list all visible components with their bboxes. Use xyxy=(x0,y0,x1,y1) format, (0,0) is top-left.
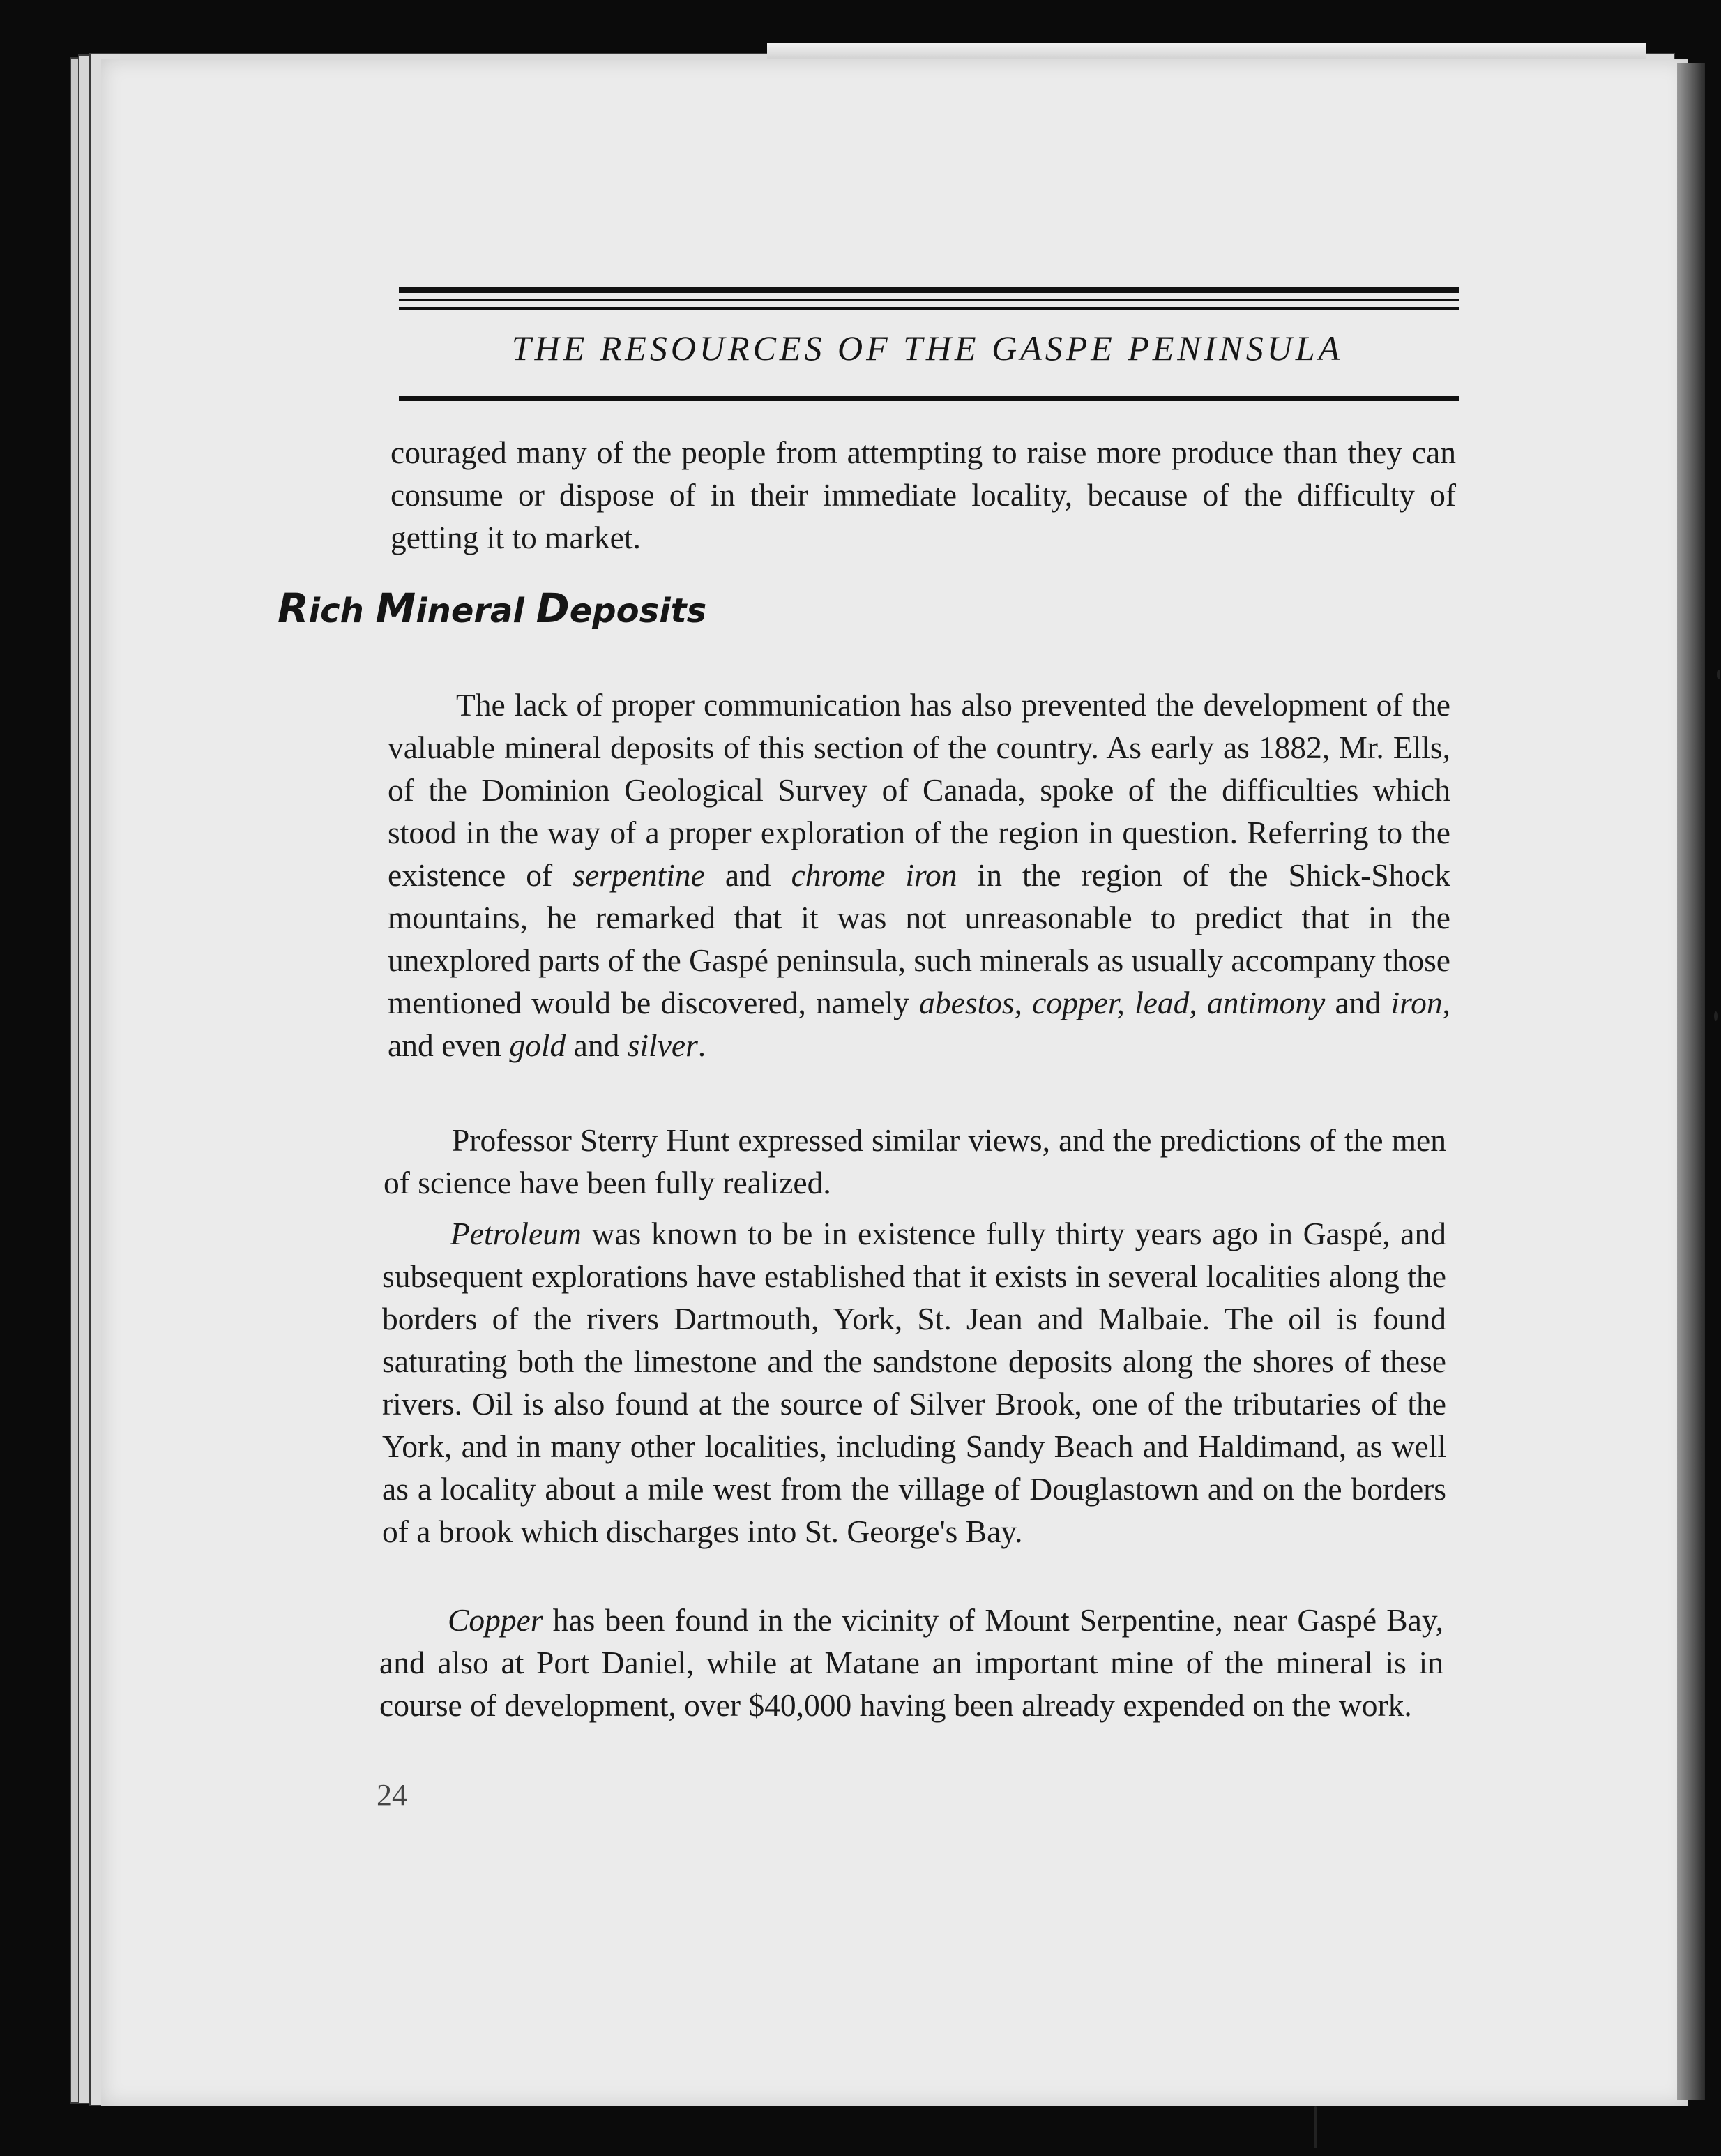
scan-speck xyxy=(1717,670,1720,679)
p1-text-b: and xyxy=(704,857,791,893)
p1-text-e: , and even xyxy=(388,985,1450,1063)
continued-paragraph: couraged many of the people from attempting to raise more produce than they can consume or dispose of in their immediate locality, because of the difficulty of getting it to market. xyxy=(391,435,1456,555)
page-spine-shadow xyxy=(1677,63,1705,2100)
p1-text-f: and xyxy=(566,1027,628,1063)
header-rule-top-2 xyxy=(399,299,1459,301)
scan-speck xyxy=(1314,2106,1317,2148)
p1-text-d: and xyxy=(1325,985,1391,1020)
paragraph-mineral-survey xyxy=(388,684,1450,1066)
paragraph-petroleum xyxy=(382,1212,1446,1553)
heading-rest-d: eposits xyxy=(569,591,707,631)
heading-initial-m: M xyxy=(375,585,416,632)
p1-serpentine: serpentine xyxy=(573,857,705,893)
p1-silver: silver xyxy=(627,1027,698,1063)
p1-chrome-iron: chrome iron xyxy=(791,857,957,893)
page-number: 24 xyxy=(377,1778,407,1812)
running-title: THE RESOURCES OF THE GASPE PENINSULA xyxy=(511,329,1344,368)
p3-petroleum: Petroleum xyxy=(450,1216,582,1251)
p3-text: was known to be in existence fully thirty years ago in Gaspé, and subsequent explorations have established that it exists in several localities along the borders of the rivers Dartmouth, York, St. Jean and Malbaie. The oil is found saturating both the limestone and the sandstone deposits along the shores of these rivers. Oil is also found at the source of Silver Brook, one of the tributaries of the York, and in many other localities, including Sandy Beach and Haldimand, as well as a locality about a mile west from the village of Douglastown and on the borders of a brook which discharges into St. George's Bay. xyxy=(382,1216,1446,1549)
section-heading xyxy=(278,585,706,632)
p4-copper: Copper xyxy=(448,1602,543,1638)
p1-gold: gold xyxy=(509,1027,566,1063)
paragraph-sterry-hunt: Professor Sterry Hunt expressed similar views, and the predictions of the men of science have been fully realized. xyxy=(384,1122,1446,1200)
p1-minerals: abestos, copper, lead, antimony xyxy=(919,985,1326,1020)
p1-text-a: The lack of proper communication has also prevented the development of the valuable mineral deposits of this section of the country. As early as 1882, Mr. Ells, of the Dominion Geological Survey of Canada, spoke of the difficulties which stood in the way of a proper exploration of the region in question. Referring to the existence of xyxy=(388,687,1450,893)
heading-initial-d: D xyxy=(536,585,570,632)
heading-rest-r: ich xyxy=(308,591,376,631)
header-rule-top-3 xyxy=(399,307,1459,310)
p1-text-g: . xyxy=(697,1027,706,1063)
header-rule-top-1 xyxy=(399,287,1459,293)
header-rule-bottom xyxy=(399,396,1459,401)
heading-rest-m: ineral xyxy=(416,591,536,631)
p4-text: has been found in the vicinity of Mount Serpentine, near Gaspé Bay, and also at Port Daniel, while at Matane an important mine of the mineral is in course of development, over $40,000 having been already expended on the work. xyxy=(379,1602,1443,1723)
p1-text-c: in the region of the Shick-Shock mountains, he remarked that it was not unreasonable to predict that in the unexplored parts of the Gaspé peninsula, such minerals as usually accompany those mentioned would be discovered, namely xyxy=(388,857,1451,1020)
paragraph-copper xyxy=(379,1599,1443,1726)
p1-iron: iron xyxy=(1390,985,1443,1020)
heading-initial-r: R xyxy=(278,585,309,632)
scan-speck xyxy=(1714,1011,1718,1021)
